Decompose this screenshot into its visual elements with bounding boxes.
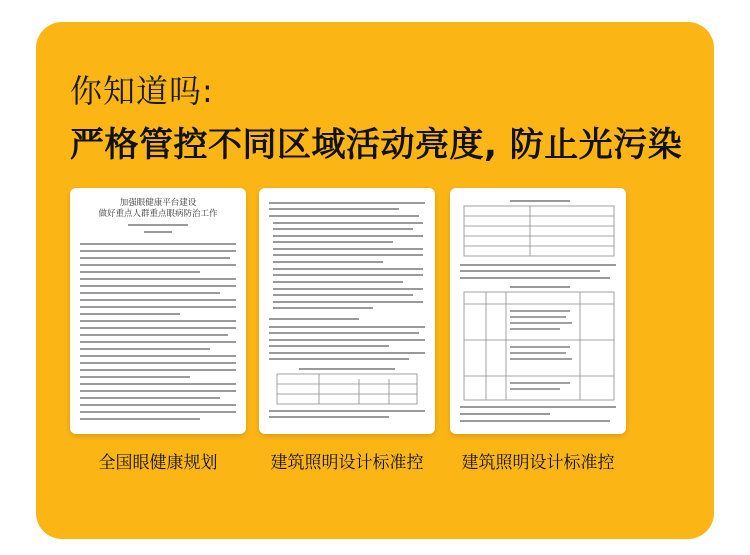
document-thumbnail-lighting-standard-1[interactable] xyxy=(259,188,435,434)
document-title-line1: 加强眼健康平台建设 xyxy=(119,198,197,208)
document-text-lines xyxy=(70,188,246,434)
document-tables xyxy=(450,188,626,434)
document-thumbnail-eye-health-plan[interactable] xyxy=(70,188,246,434)
headline-text: 严格管控不同区域活动亮度, 防止光污染 xyxy=(70,125,683,165)
document-thumbnail-lighting-standard-2[interactable] xyxy=(450,188,626,434)
kicker-text: 你知道吗: xyxy=(70,72,214,110)
document-text-and-table xyxy=(259,188,435,434)
document-title-line2: 做好重点人群重点眼病防治工作 xyxy=(98,209,218,219)
caption-eye-health-plan: 全国眼健康规划 xyxy=(98,453,218,473)
caption-lighting-standard-2: 建筑照明设计标准控 xyxy=(461,453,615,473)
caption-lighting-standard-1: 建筑照明设计标准控 xyxy=(270,453,424,473)
